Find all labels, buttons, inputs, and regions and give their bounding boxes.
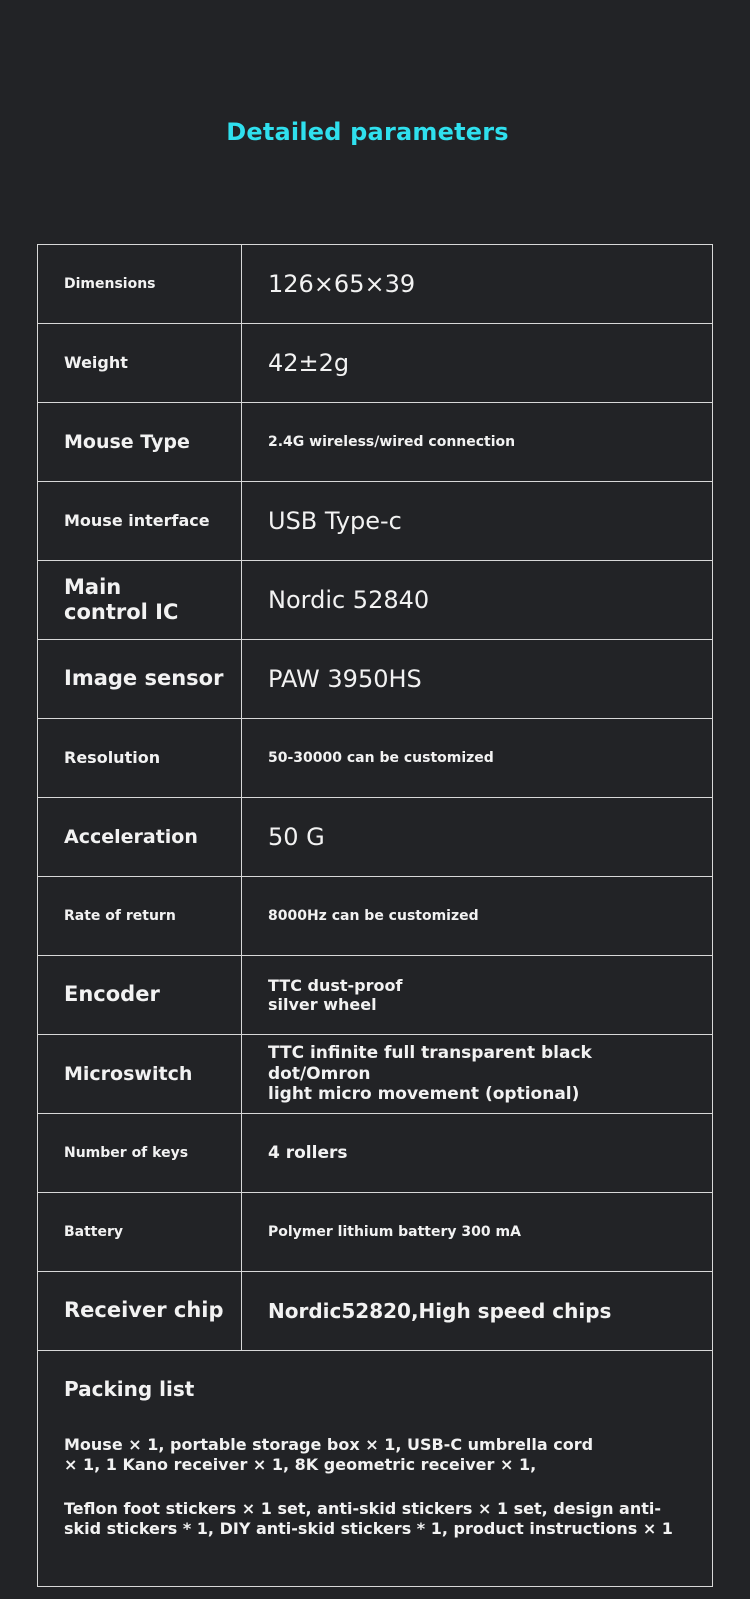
spec-label: Mouse interface	[38, 482, 242, 560]
spec-row-image-sensor	[38, 640, 712, 719]
spec-label: Rate of return	[38, 877, 242, 955]
spec-row-mouse-type	[38, 403, 712, 482]
spec-value: 4 rollers	[268, 1142, 348, 1163]
spec-label: Acceleration	[38, 798, 242, 876]
spec-label: Weight	[38, 324, 242, 402]
packing-list	[38, 1351, 712, 1587]
spec-label: Battery	[38, 1193, 242, 1271]
spec-value: 50-30000 can be customized	[268, 749, 494, 766]
spec-label: Encoder	[38, 956, 242, 1034]
spec-row-acceleration	[38, 798, 712, 877]
spec-row-rate-of-return	[38, 877, 712, 956]
spec-value: 42±2g	[268, 348, 350, 377]
spec-label: Receiver chip	[38, 1272, 242, 1350]
spec-row-battery	[38, 1193, 712, 1272]
spec-value: 126×65×39	[268, 269, 416, 298]
spec-table	[37, 244, 713, 1587]
spec-label: Main control IC	[38, 561, 242, 639]
packing-list-line: Teflon foot stickers × 1 set, anti-skid stickers × 1 set, design anti- skid stickers * 1, DIY anti-skid stickers * 1, product instructions × 1	[64, 1499, 673, 1538]
spec-label: Microswitch	[38, 1035, 242, 1113]
spec-value: TTC infinite full transparent black dot/Omron light micro movement (optional)	[268, 1043, 592, 1105]
spec-row-main-control-ic	[38, 561, 712, 640]
spec-label: Dimensions	[38, 245, 242, 323]
spec-row-number-of-keys	[38, 1114, 712, 1193]
spec-value: TTC dust-proof silver wheel	[268, 975, 403, 1014]
spec-label: Mouse Type	[38, 403, 242, 481]
spec-row-resolution	[38, 719, 712, 798]
page-title: Detailed parameters	[226, 118, 509, 146]
spec-row-receiver-chip	[38, 1272, 712, 1351]
spec-row-weight	[38, 324, 712, 403]
spec-label: Resolution	[38, 719, 242, 797]
spec-value: USB Type-c	[268, 506, 402, 535]
spec-value: 50 G	[268, 822, 325, 851]
spec-value: PAW 3950HS	[268, 664, 422, 693]
spec-value: Polymer lithium battery 300 mA	[268, 1223, 521, 1240]
spec-label: Number of keys	[38, 1114, 242, 1192]
spec-row-microswitch	[38, 1035, 712, 1114]
spec-row-encoder	[38, 956, 712, 1035]
spec-row-mouse-interface	[38, 482, 712, 561]
packing-list-title: Packing list	[64, 1377, 195, 1401]
spec-value: 2.4G wireless/wired connection	[268, 433, 516, 450]
spec-label: Image sensor	[38, 640, 242, 718]
spec-row-dimensions	[38, 245, 712, 324]
spec-value: Nordic 52840	[268, 585, 430, 614]
spec-value: 8000Hz can be customized	[268, 907, 479, 924]
spec-value: Nordic52820,High speed chips	[268, 1299, 612, 1323]
packing-list-line: Mouse × 1, portable storage box × 1, USB-C umbrella cord × 1, 1 Kano receiver × 1, 8K geometric receiver × 1,	[64, 1435, 594, 1474]
